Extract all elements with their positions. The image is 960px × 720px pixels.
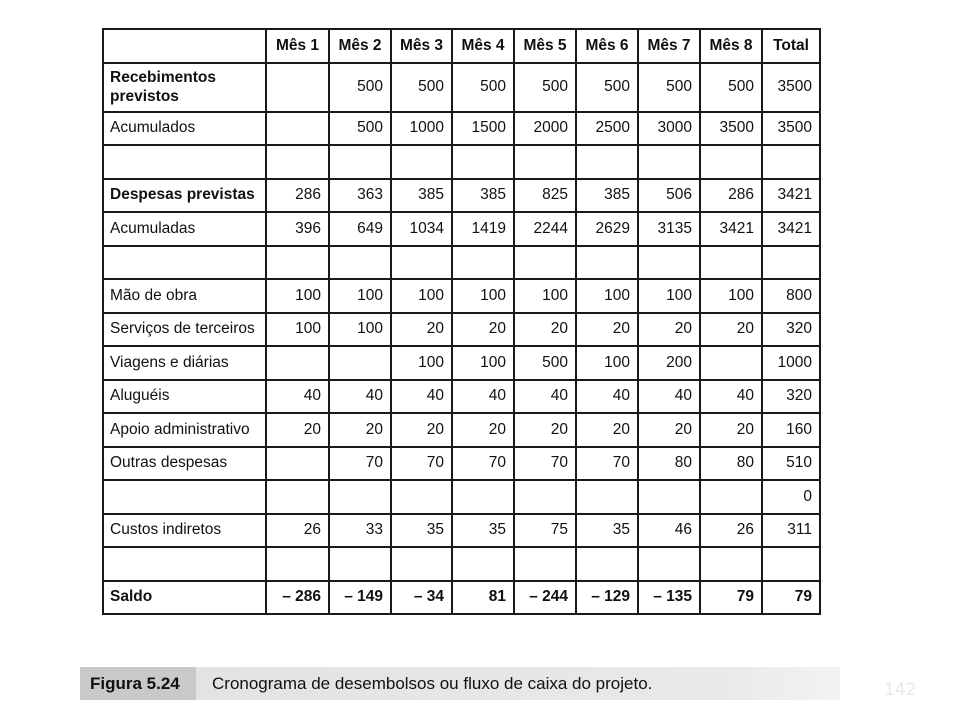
value-cell: 35: [452, 514, 514, 548]
value-cell: [700, 246, 762, 280]
value-cell: [700, 480, 762, 514]
value-cell: 500: [329, 112, 391, 146]
value-cell: 500: [514, 346, 576, 380]
value-cell: 100: [266, 279, 329, 313]
value-cell: [514, 246, 576, 280]
value-cell: 79: [700, 581, 762, 615]
value-cell: 363: [329, 179, 391, 213]
value-cell: 80: [700, 447, 762, 481]
value-cell: 320: [762, 380, 820, 414]
value-cell: 81: [452, 581, 514, 615]
value-cell: 2629: [576, 212, 638, 246]
value-cell: 3135: [638, 212, 700, 246]
value-cell: 79: [762, 581, 820, 615]
value-cell: [266, 346, 329, 380]
value-cell: [638, 145, 700, 179]
value-cell: 1034: [391, 212, 452, 246]
value-cell: [514, 145, 576, 179]
value-cell: – 244: [514, 581, 576, 615]
value-cell: 20: [700, 313, 762, 347]
value-cell: 100: [329, 279, 391, 313]
row-label: [103, 246, 266, 280]
value-cell: – 149: [329, 581, 391, 615]
value-cell: [266, 447, 329, 481]
value-cell: 70: [329, 447, 391, 481]
value-cell: 160: [762, 413, 820, 447]
column-header: Mês 3: [391, 29, 452, 63]
value-cell: 40: [329, 380, 391, 414]
table-row: [103, 179, 820, 213]
value-cell: 200: [638, 346, 700, 380]
value-cell: 40: [452, 380, 514, 414]
value-cell: 500: [576, 63, 638, 112]
row-label: Apoio administrativo: [103, 413, 266, 447]
table-body: [103, 63, 820, 615]
value-cell: [452, 145, 514, 179]
value-cell: 20: [266, 413, 329, 447]
column-header: Mês 6: [576, 29, 638, 63]
value-cell: 286: [266, 179, 329, 213]
value-cell: [391, 547, 452, 581]
value-cell: [638, 480, 700, 514]
page-number: 142: [884, 680, 917, 700]
value-cell: 100: [266, 313, 329, 347]
value-cell: 649: [329, 212, 391, 246]
column-header: Mês 8: [700, 29, 762, 63]
value-cell: 70: [391, 447, 452, 481]
value-cell: 20: [391, 313, 452, 347]
value-cell: 33: [329, 514, 391, 548]
table-row: [103, 346, 820, 380]
value-cell: 500: [638, 63, 700, 112]
value-cell: 46: [638, 514, 700, 548]
value-cell: [329, 246, 391, 280]
value-cell: [638, 547, 700, 581]
value-cell: 1000: [762, 346, 820, 380]
value-cell: 20: [576, 413, 638, 447]
value-cell: 20: [452, 313, 514, 347]
value-cell: 100: [700, 279, 762, 313]
value-cell: [329, 145, 391, 179]
value-cell: [700, 145, 762, 179]
value-cell: 320: [762, 313, 820, 347]
column-header: Mês 7: [638, 29, 700, 63]
row-label: Acumuladas: [103, 212, 266, 246]
row-label: Saldo: [103, 581, 266, 615]
column-header: Mês 5: [514, 29, 576, 63]
row-label: [103, 145, 266, 179]
value-cell: 40: [576, 380, 638, 414]
header-corner-cell: [103, 29, 266, 63]
value-cell: 3000: [638, 112, 700, 146]
value-cell: 100: [514, 279, 576, 313]
value-cell: 100: [576, 346, 638, 380]
value-cell: [329, 346, 391, 380]
value-cell: 26: [266, 514, 329, 548]
value-cell: 100: [452, 279, 514, 313]
column-header: Mês 2: [329, 29, 391, 63]
value-cell: [638, 246, 700, 280]
column-header: Mês 1: [266, 29, 329, 63]
value-cell: [576, 246, 638, 280]
value-cell: 2000: [514, 112, 576, 146]
value-cell: 20: [700, 413, 762, 447]
value-cell: 3421: [762, 212, 820, 246]
value-cell: 1000: [391, 112, 452, 146]
value-cell: [700, 346, 762, 380]
value-cell: 20: [638, 413, 700, 447]
value-cell: 2244: [514, 212, 576, 246]
value-cell: 80: [638, 447, 700, 481]
row-label: Mão de obra: [103, 279, 266, 313]
value-cell: 510: [762, 447, 820, 481]
cash-flow-table: [102, 28, 821, 615]
value-cell: [452, 246, 514, 280]
value-cell: [514, 480, 576, 514]
value-cell: 385: [576, 179, 638, 213]
value-cell: 26: [700, 514, 762, 548]
value-cell: 311: [762, 514, 820, 548]
row-label: [103, 547, 266, 581]
value-cell: 1500: [452, 112, 514, 146]
value-cell: [452, 480, 514, 514]
value-cell: 70: [452, 447, 514, 481]
value-cell: 40: [514, 380, 576, 414]
value-cell: 1419: [452, 212, 514, 246]
value-cell: [266, 145, 329, 179]
table-row: [103, 581, 820, 615]
table-row: [103, 246, 820, 280]
value-cell: 500: [452, 63, 514, 112]
value-cell: – 129: [576, 581, 638, 615]
table-row: [103, 480, 820, 514]
value-cell: [391, 246, 452, 280]
value-cell: 385: [452, 179, 514, 213]
row-label: Aluguéis: [103, 380, 266, 414]
value-cell: 35: [391, 514, 452, 548]
table-row: [103, 279, 820, 313]
value-cell: [514, 547, 576, 581]
value-cell: [391, 480, 452, 514]
value-cell: 500: [329, 63, 391, 112]
row-label: Serviços de terceiros: [103, 313, 266, 347]
column-header: Mês 4: [452, 29, 514, 63]
table-row: [103, 514, 820, 548]
value-cell: 0: [762, 480, 820, 514]
value-cell: 70: [514, 447, 576, 481]
value-cell: 20: [514, 313, 576, 347]
value-cell: 20: [514, 413, 576, 447]
value-cell: – 34: [391, 581, 452, 615]
value-cell: 3421: [762, 179, 820, 213]
table-row: [103, 413, 820, 447]
value-cell: 396: [266, 212, 329, 246]
value-cell: [576, 145, 638, 179]
row-label: Acumulados: [103, 112, 266, 146]
value-cell: 75: [514, 514, 576, 548]
value-cell: 2500: [576, 112, 638, 146]
value-cell: 286: [700, 179, 762, 213]
value-cell: [329, 547, 391, 581]
value-cell: 40: [638, 380, 700, 414]
table-row: [103, 63, 820, 112]
table-row: [103, 212, 820, 246]
value-cell: 20: [329, 413, 391, 447]
value-cell: 506: [638, 179, 700, 213]
value-cell: 20: [452, 413, 514, 447]
value-cell: 100: [391, 279, 452, 313]
value-cell: – 135: [638, 581, 700, 615]
figure-number: Figura 5.24: [90, 673, 180, 693]
value-cell: 70: [576, 447, 638, 481]
value-cell: 20: [391, 413, 452, 447]
value-cell: 3500: [762, 63, 820, 112]
row-label: Recebimentos previstos: [103, 63, 266, 112]
value-cell: [266, 63, 329, 112]
value-cell: 35: [576, 514, 638, 548]
value-cell: [266, 480, 329, 514]
column-header: Total: [762, 29, 820, 63]
value-cell: – 286: [266, 581, 329, 615]
value-cell: 100: [638, 279, 700, 313]
row-label: Viagens e diárias: [103, 346, 266, 380]
value-cell: 40: [700, 380, 762, 414]
value-cell: 100: [391, 346, 452, 380]
row-label: Outras despesas: [103, 447, 266, 481]
table-row: [103, 112, 820, 146]
table-row: [103, 145, 820, 179]
value-cell: [762, 145, 820, 179]
row-label: [103, 480, 266, 514]
value-cell: [266, 112, 329, 146]
value-cell: [391, 145, 452, 179]
value-cell: 500: [514, 63, 576, 112]
header-row: [103, 29, 820, 63]
value-cell: 800: [762, 279, 820, 313]
value-cell: 3500: [700, 112, 762, 146]
caption-text: Cronograma de desembolsos ou fluxo de caixa do projeto.: [212, 673, 653, 693]
value-cell: [762, 246, 820, 280]
value-cell: [576, 547, 638, 581]
value-cell: [762, 547, 820, 581]
value-cell: 385: [391, 179, 452, 213]
value-cell: 20: [576, 313, 638, 347]
figure-caption: [80, 667, 840, 700]
value-cell: 500: [391, 63, 452, 112]
value-cell: 825: [514, 179, 576, 213]
table-row: [103, 380, 820, 414]
value-cell: 100: [576, 279, 638, 313]
value-cell: 3500: [762, 112, 820, 146]
value-cell: 40: [266, 380, 329, 414]
value-cell: [576, 480, 638, 514]
row-label: Despesas previstas: [103, 179, 266, 213]
value-cell: 20: [638, 313, 700, 347]
value-cell: [266, 547, 329, 581]
value-cell: 100: [329, 313, 391, 347]
value-cell: [452, 547, 514, 581]
value-cell: [329, 480, 391, 514]
table-row: [103, 313, 820, 347]
value-cell: 500: [700, 63, 762, 112]
row-label: Custos indiretos: [103, 514, 266, 548]
table-row: [103, 547, 820, 581]
value-cell: 100: [452, 346, 514, 380]
value-cell: 3421: [700, 212, 762, 246]
table-row: [103, 447, 820, 481]
value-cell: [266, 246, 329, 280]
value-cell: 40: [391, 380, 452, 414]
value-cell: [700, 547, 762, 581]
